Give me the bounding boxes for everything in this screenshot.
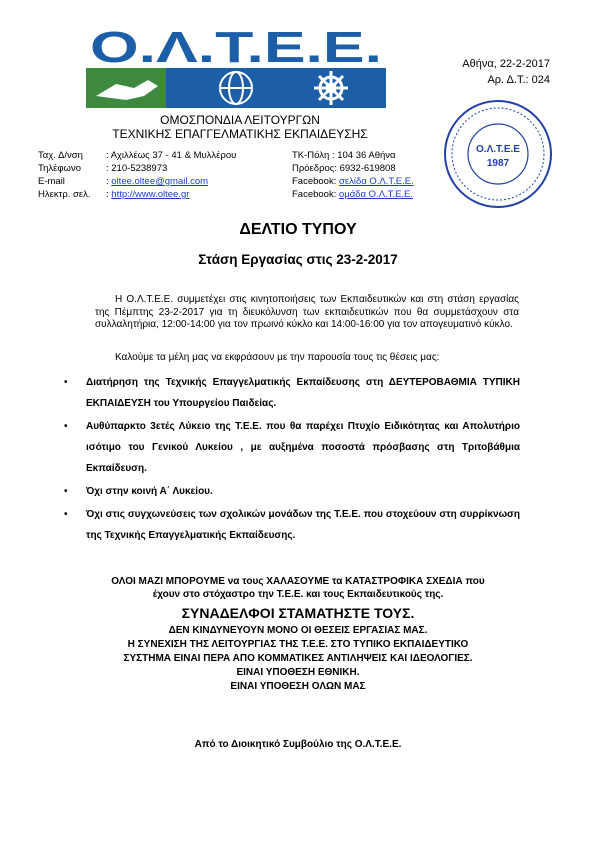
closing-line-7: ΕΙΝΑΙ ΥΠΟΘΕΣΗ ΕΘΝΙΚΗ. (236, 667, 360, 678)
list-item (64, 372, 520, 414)
bullet-icon: • (64, 377, 68, 388)
page-title: ΔΕΛΤΙΟ ΤΥΠΟΥ (239, 221, 357, 238)
contact-address-label: Ταχ. Δ/νση (38, 150, 83, 161)
bullet-icon: • (64, 421, 68, 432)
contact-phone-value: : 210-5238973 (106, 163, 168, 174)
contact-phone-label: Τηλέφωνο (38, 163, 81, 174)
list-item-text: Αυθύπαρκτο 3ετές Λύκειο της Τ.Ε.Ε. που θα παρέχει Πτυχίο Ειδικότητας και Απολυτήριο ισότιμο του Γενικού Λυκείου , με αυξημένα ποσοστά πρόσβασης στη Τριτοβάθμια Εκπαίδευση. (86, 421, 520, 474)
website-link[interactable]: http://www.oltee.gr (111, 189, 190, 200)
closing-line-6: ΣΥΣΤΗΜΑ ΕΙΝΑΙ ΠΕΡΑ ΑΠΟ ΚΟΜΜΑΤΙΚΕΣ ΑΝΤΙΛΗΨΕΙΣ ΚΑΙ ΙΔΕΟΛΟΓΙΕΣ. (123, 653, 473, 664)
doc-ref: Αρ. Δ.Τ.: 024 (487, 74, 550, 86)
contact-email-label: E-mail (38, 176, 65, 187)
list-item-text: Όχι στην κοινή Α΄ Λυκείου. (86, 486, 213, 497)
contact-email (106, 176, 208, 188)
positions-list (64, 372, 520, 548)
contact-website (106, 189, 189, 201)
body-paragraph-1: Η Ο.Λ.Τ.Ε.Ε. συμμετέχει στις κινητοποιήσεις των Εκπαιδευτικών και στη στάση εργασίας της Πέμπτης 23-2-2017 για τη διευκόλυνση των εκπαιδευτικών που θα συμμετάσχουν στα συλλαλητήρια, 12:00-14:00 για τον πρωινό κύκλο και 14:00-16:00 για τον απογευματινό κύκλο. (95, 294, 519, 330)
email-prefix: : (106, 176, 112, 187)
gear-icon (314, 71, 348, 105)
official-stamp (442, 98, 554, 210)
list-item (64, 481, 520, 502)
doc-date: Αθήνα, 22-2-2017 (462, 58, 550, 70)
closing-line-8: ΕΙΝΑΙ ΥΠΟΘΕΣΗ ΟΛΩΝ ΜΑΣ (230, 681, 366, 692)
closing-line-1: ΟΛΟΙ ΜΑΖΙ ΜΠΟΡΟΥΜΕ να τους ΧΑΛΑΣΟΥΜΕ τα ΚΑΤΑΣΤΡΟΦΙΚΑ ΣΧΕΔΙΑ που (111, 576, 485, 587)
logo-text: Ο.Λ.Τ.Ε.Ε. (90, 28, 382, 68)
website-prefix: : (106, 189, 112, 200)
list-item (64, 416, 520, 479)
stamp-text: Ο.Λ.Τ.Ε.Ε (476, 144, 520, 155)
stamp-year: 1987 (486, 158, 510, 169)
list-item (64, 504, 520, 546)
org-name-line2: ΤΕΧΝΙΚΗΣ ΕΠΑΓΓΕΛΜΑΤΙΚΗΣ ΕΚΠΑΙΔΕΥΣΗΣ (112, 127, 368, 141)
closing-line-2: έχουν στο στόχαστρο την Τ.Ε.Ε. και τους Εκπαιδευτικούς της. (152, 589, 444, 600)
logo-emblem (86, 66, 386, 110)
contact-president: Πρόεδρος: 6932-619808 (292, 163, 396, 174)
closing-line-5: Η ΣΥΝΕΧΙΣΗ ΤΗΣ ΛΕΙΤΟΥΡΓΙΑΣ ΤΗΣ Τ.Ε.Ε. ΣΤΟ ΤΥΠΙΚΟ ΕΚΠΑΙΔΕΥΤΙΚΟ (127, 639, 469, 650)
contact-website-label: Ηλεκτρ. σελ. (38, 189, 91, 200)
contact-address-value: : Αχιλλέως 37 - 41 & Μυλλέρου (106, 150, 237, 161)
facebook-group-prefix: Facebook: (292, 189, 339, 200)
closing-line-4: ΔΕΝ ΚΙΝΔΥΝΕΥΟΥΝ ΜΟΝΟ ΟΙ ΘΕΣΕΙΣ ΕΡΓΑΣΙΑΣ ΜΑΣ. (168, 625, 428, 636)
contact-facebook-group (292, 189, 413, 201)
list-item-text: Διατήρηση της Τεχνικής Επαγγελματικής Εκπαίδευσης στη ΔΕΥΤΕΡΟΒΑΘΜΙΑ ΤΥΠΙΚΗ ΕΚΠΑΙΔΕΥΣΗ του Υπουργείου Παιδείας. (86, 377, 520, 409)
org-name-line1: ΟΜΟΣΠΟΝΔΙΑ ΛΕΙΤΟΥΡΓΩΝ (160, 113, 320, 127)
facebook-group-link[interactable]: ομάδα Ο.Λ.Τ.Ε.Ε. (339, 189, 414, 200)
bullet-icon: • (64, 486, 68, 497)
contact-facebook-page (292, 176, 414, 188)
contact-city: ΤΚ-Πόλη : 104 36 Αθήνα (292, 150, 396, 161)
page-subtitle: Στάση Εργασίας στις 23-2-2017 (198, 252, 398, 267)
closing-headline: ΣΥΝΑΔΕΛΦΟΙ ΣΤΑΜΑΤΗΣΤΕ ΤΟΥΣ. (181, 605, 415, 621)
date-block (462, 56, 550, 88)
email-link[interactable]: oltee.oltee@gmail.com (111, 176, 209, 187)
signature: Από το Διοικητικό Συμβούλιο της Ο.Λ.Τ.Ε.Ε. (194, 739, 402, 750)
body-paragraph-2: Καλούμε τα μέλη μας να εκφράσουν με την παρουσία τους τις θέσεις μας: (115, 352, 440, 363)
bullet-icon: • (64, 509, 68, 520)
facebook-prefix: Facebook: (292, 176, 339, 187)
list-item-text: Όχι στις συγχωνεύσεις των σχολικών μονάδων της Τ.Ε.Ε. που στοχεύουν στη συρρίκνωση της Τεχνικής Επαγγελματικής Εκπαίδευσης. (86, 509, 520, 541)
logo-wordmark (86, 28, 386, 68)
facebook-page-link[interactable]: σελίδα Ο.Λ.Τ.Ε.Ε. (339, 176, 414, 187)
